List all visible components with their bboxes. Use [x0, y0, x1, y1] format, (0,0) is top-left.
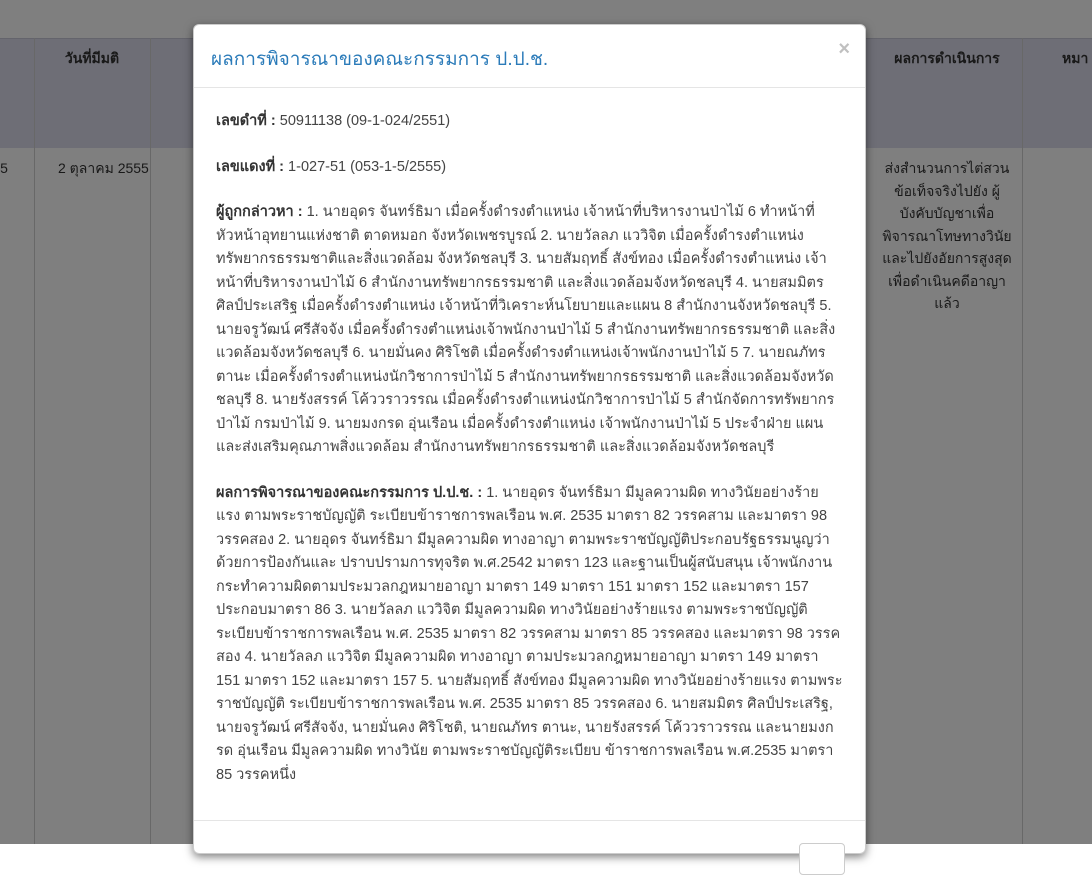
result-modal — [193, 24, 866, 854]
accused-label: ผู้ถูกกล่าวหา : — [216, 204, 303, 220]
result-field — [216, 482, 843, 788]
modal-body — [194, 88, 865, 787]
result-value: 1. นายอุดร จันทร์ธิมา มีมูลความผิด ทางวินัยอย่างร้ายแรง ตามพระราชบัญญัติ ระเบียบข้าราชการพลเรือน พ.ศ. 2535 มาตรา 82 วรรคสาม และมาตรา 98 วรรคสอง 2. นายอุดร จันทร์ธิมา มีมูลความผิด ทางอาญา ตามพระราชบัญญัติประกอบรัฐธรรมนูญว่าด้วยการป้องกันและ ปราบปรามการทุจริต พ.ศ.2542 มาตรา 123 และฐานเป็นผู้สนับสนุน เจ้าพนักงานกระทำความผิดตามประมวลกฎหมายอาญา มาตรา 149 มาตรา 151 มาตรา 152 และมาตรา 157 ประกอบมาตรา 86 3. นายวัลลภ แววิจิต มีมูลความผิด ทางวินัยอย่างร้ายแรง ตามพระราชบัญญัติ ระเบียบข้าราชการพลเรือน พ.ศ. 2535 มาตรา 82 วรรคสาม มาตรา 85 วรรคสอง และมาตรา 98 วรรคสอง 4. นายวัลลภ แววิจิต มีมูลความผิด ทางอาญา ตามประมวลกฎหมายอาญา มาตรา 149 มาตรา 151 มาตรา 152 และมาตรา 157 5. นายสัมฤทธิ์ สังข์ทอง มีมูลความผิด ทางวินัยอย่างร้ายแรง ตามพระราชบัญญัติ ระเบียบข้าราชการพลเรือน พ.ศ. 2535 มาตรา 85 วรรคสอง 6. นายสมมิตร ศิลป์ประเสริฐ, นายจรูวัฒน์ ศรีสัจจัง, นายมั่นคง ศิริโชติ, นายณภัทร ตานะ, นายรังสรรค์ โค้ววราวรรณ และนายมงกรด อุ่นเรือน มีมูลความผิด ทางวินัย ตามพระราชบัญญัติระเบียบ ข้าราชการพลเรือน พ.ศ.2535 มาตรา 85 วรรคหนึ่ง — [216, 484, 843, 783]
modal-title: ผลการพิจารณาของคณะกรรมการ ป.ป.ช. — [211, 49, 549, 70]
black-case-value: 50911138 (09-1-024/2551) — [279, 113, 451, 129]
black-case-label: เลขดำที่ : — [216, 113, 276, 129]
modal-header — [194, 25, 865, 88]
accused-field — [216, 201, 843, 460]
result-label: ผลการพิจารณาของคณะกรรมการ ป.ป.ช. : — [216, 484, 483, 501]
accused-value: 1. นายอุดร จันทร์ธิมา เมื่อครั้งดำรงตำแหน่ง เจ้าหน้าที่บริหารงานป่าไม้ 6 ทำหน้าที่หัวหน้าอุทยานแห่งชาติ ตาดหมอก จังหวัดเพชรบูรณ์ 2. นายวัลลภ แววิจิต เมื่อครั้งดำรงตำแหน่ง ทรัพยากรธรรมชาติและสิ่งแวดล้อม จังหวัดชลบุรี 3. นายสัมฤทธิ์ สังข์ทอง เมื่อครั้งดำรงตำแหน่ง เจ้าหน้าที่บริหารงานป่าไม้ 6 สำนักงานทรัพยากรธรรมชาติ และสิ่งแวดล้อมจังหวัดชลบุรี 4. นายสมมิตร ศิลป์ประเสริฐ เมื่อครั้งดำรงตำแหน่ง เจ้าหน้าที่วิเคราะห์นโยบายและแผน 8 สำนักงานจังหวัดชลบุรี 5. นายจรูวัฒน์ ศรีสัจจัง เมื่อครั้งดำรงตำแหน่งเจ้าพนักงานป่าไม้ 5 สำนักงานทรัพยากรธรรมชาติ และสิ่งแวดล้อมจังหวัดชลบุรี 6. นายมั่นคง ศิริโชติ เมื่อครั้งดำรงตำแหน่งเจ้าพนักงานป่าไม้ 5 7. นายณภัทร ตานะ เมื่อครั้งดำรงตำแหน่งนักวิชาการป่าไม้ 5 สำนักงานทรัพยากรธรรมชาติ และสิ่งแวดล้อมจังหวัดชลบุรี 8. นายรังสรรค์ โค้ววราวรรณ เมื่อครั้งดำรงตำแหน่งนักวิชาการป่าไม้ 5 สำนักจัดการทรัพยากรป่าไม้ กรมป่าไม้ 9. นายมงกรด อุ่นเรือน เมื่อครั้งดำรงตำแหน่ง เจ้าพนักงานป่าไม้ 5 ประจำฝ่าย แผนและส่งเสริมคุณภาพสิ่งแวดล้อม สำนักงานทรัพยากรธรรมชาติ และสิ่งแวดล้อมจังหวัดชลบุรี — [216, 204, 836, 455]
modal-footer-divider — [194, 820, 865, 821]
red-case-value: 1-027-51 (053-1-5/2555) — [288, 158, 447, 175]
black-case-field — [216, 110, 843, 134]
close-button[interactable]: × — [838, 38, 850, 60]
red-case-label: เลขแดงที่ : — [216, 158, 285, 175]
red-case-field — [216, 156, 843, 180]
footer-button[interactable] — [799, 843, 845, 875]
